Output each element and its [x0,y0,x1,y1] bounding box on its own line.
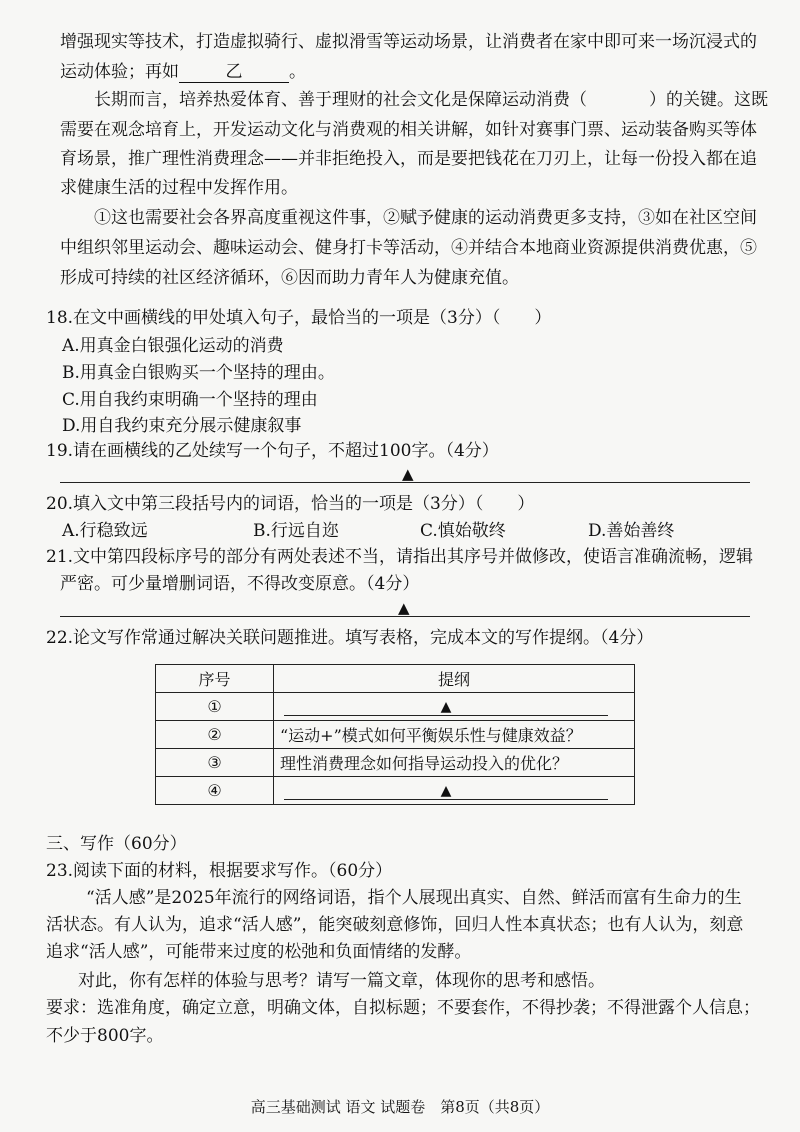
table-row [156,693,635,721]
answer-marker: ▲ [402,465,414,483]
page-footer: 高三基础测试 语文 试题卷 第8页（共8页） [250,1098,550,1116]
row-text: 理性消费理念如何指导运动投入的优化？ [274,749,635,777]
header-cell: 序号 [156,665,274,693]
q20-option-a: A.行稳致远 [62,521,148,541]
q19-stem: 19.请在画横线的乙处续写一个句子，不超过100字。（4分） [46,441,499,461]
q20-option-b: B.行远自迩 [253,521,339,541]
q18-option-a: A.用真金白银强化运动的消费 [62,336,284,356]
passage-line: ①这也需要社会各界高度重视这件事，②赋予健康的运动消费更多支持，③如在社区空间 [94,208,757,228]
q23-stem: 23.阅读下面的材料，根据要求写作。（60分） [46,861,393,881]
row-number: ② [156,721,274,749]
material-line: 对此，你有怎样的体验与思考？请写一篇文章，体现你的思考和感悟。 [78,971,605,991]
section-heading: 三、写作（60分） [46,834,187,854]
passage-line: 运动体验；再如 乙 。 [60,62,306,82]
table-row [156,777,635,805]
row-number: ① [156,693,274,721]
fill-line [284,697,608,716]
table-row [156,721,635,749]
passage-line: 增强现实等技术，打造虚拟骑行、虚拟滑雪等运动场景，让消费者在家中即可来一场沉浸式的 [60,32,757,52]
requirement-line: 不少于800字。 [46,1026,164,1046]
row-number: ③ [156,749,274,777]
q18-option-b: B.用真金白银购买一个坚持的理由。 [62,363,335,383]
q18-stem: 18.在文中画横线的甲处填入句子，最恰当的一项是（3分）（ ） [46,308,552,328]
q20-stem: 20.填入文中第三段括号内的词语，恰当的一项是（3分）（ ） [46,494,535,514]
row-text-cell [274,693,635,721]
q18-option-c: C.用自我约束明确一个坚持的理由 [62,390,318,410]
header-cell: 提纲 [274,665,635,693]
passage-line: 育场景，推广理性消费理念——并非拒绝投入，而是要把钱花在刀刃上，让每一份投入都在追 [60,149,757,169]
material-line: “活人感”是2025年流行的网络词语，指个人展现出真实、自然、鲜活而富有生命力的生 [86,888,742,908]
q22-stem: 22.论文写作常通过解决关联问题推进。填写表格，完成本文的写作提纲。（4分） [46,628,654,648]
q20-option-d: D.善始善终 [588,521,675,541]
material-line: 追求“活人感”，可能带来过度的松弛和负面情绪的发酵。 [46,942,472,962]
table-header-row [156,665,635,693]
passage-line: 长期而言，培养热爱体育、善于理财的社会文化是保障运动消费（ ）的关键。这既 [94,90,768,110]
passage-line: 需要在观念培育上，开发运动文化与消费观的相关讲解，如针对赛事门票、运动装备购买等体 [60,120,757,140]
q20-option-c: C.慎始敬终 [420,521,506,541]
material-line: 活状态。有人认为，追求“活人感”，能突破刻意修饰，回归人性本真状态；也有人认为，刻意 [46,915,744,935]
answer-line [60,482,750,483]
row-text: “运动+”模式如何平衡娱乐性与健康效益？ [274,721,635,749]
answer-marker: ▲ [440,783,452,799]
passage-line: 形成可持续的社区经济循环，⑥因而助力青年人为健康充值。 [60,268,519,288]
blank-yi: 乙 [179,62,289,83]
outline-table [155,664,635,805]
requirement-line: 要求：选准角度，确定立意，明确文体，自拟标题；不要套作，不得抄袭；不得泄露个人信息； [46,998,760,1018]
answer-marker: ▲ [440,699,452,715]
answer-marker: ▲ [398,599,410,617]
fill-line [284,781,608,800]
row-number: ④ [156,777,274,805]
q18-option-d: D.用自我约束充分展示健康叙事 [62,416,302,436]
passage-line: 求健康生活的过程中发挥作用。 [60,178,298,198]
table-row [156,749,635,777]
row-text-cell [274,777,635,805]
answer-line [60,616,750,617]
q21-stem: 21.文中第四段标序号的部分有两处表述不当，请指出其序号并做修改，使语言准确流畅，逻辑 [46,547,754,567]
passage-line: 中组织邻里运动会、趣味运动会、健身打卡等活动，④并结合本地商业资源提供消费优惠，⑤ [60,238,757,258]
q21-stem: 严密。可少量增删词语，不得改变原意。（4分） [60,574,420,594]
